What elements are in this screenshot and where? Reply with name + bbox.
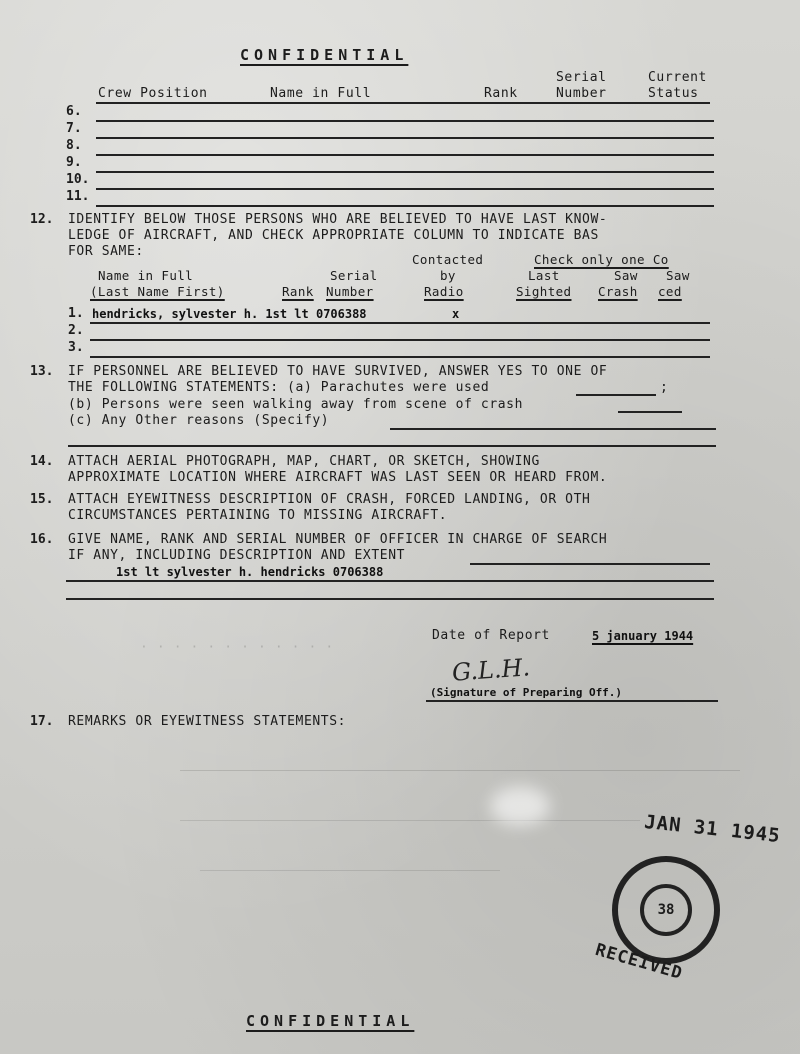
col-contacted: Contacted [412,252,484,267]
person-row-entry: hendricks, sylvester h. 1st lt 0706388 [92,307,367,321]
signature-line [426,700,718,702]
item-13-text-line2: THE FOLLOWING STATEMENTS: (a) Parachutes were used [68,380,490,395]
date-of-report-label: Date of Report [432,628,550,643]
bleed-through-line [180,820,640,821]
item-12-text-line2: LEDGE OF AIRCRAFT, AND CHECK APPROPRIATE COLUMN TO INDICATE BAS [68,228,599,243]
radio-check-mark: x [452,307,460,321]
item-12-number: 12. [30,212,54,227]
col-radio: Radio [424,284,464,299]
col-rank-2: Rank [282,284,314,299]
item-15-text-line2: CIRCUMSTANCES PERTAINING TO MISSING AIRCRAFT. [68,508,448,523]
crew-row-number: 10. [66,172,90,187]
person-row-number: 1. [68,306,84,321]
date-of-report-value: 5 january 1944 [592,629,694,643]
parachutes-answer-line [576,394,656,396]
item-16-rule [66,580,714,582]
crew-row-number: 7. [66,121,82,136]
item-17-label: REMARKS OR EYEWITNESS STATEMENTS: [68,714,347,729]
col-status: Status [648,86,699,101]
bleed-through-line [180,770,740,771]
item-16-text-line2: IF ANY, INCLUDING DESCRIPTION AND EXTENT [68,548,406,563]
person-row-line [90,339,710,341]
item-16-text-line1: GIVE NAME, RANK AND SERIAL NUMBER OF OFFICER IN CHARGE OF SEARCH [68,532,608,547]
col-last: Last [528,268,560,283]
search-officer-entry: 1st lt sylvester h. hendricks 0706388 [116,565,384,579]
item-14-text-line1: ATTACH AERIAL PHOTOGRAPH, MAP, CHART, OR SKETCH, SHOWING [68,454,540,469]
col-number: Number [556,86,607,101]
col-last-name-first: (Last Name First) [90,284,225,299]
bleed-through-text: · · · · · · · · · · · · [140,640,334,655]
signature-caption: (Signature of Preparing Off.) [430,686,623,699]
item-13-number: 13. [30,364,54,379]
paper-blemish [490,786,550,826]
item-14-text-line2: APPROXIMATE LOCATION WHERE AIRCRAFT WAS LAST SEEN OR HEARD FROM. [68,470,608,485]
col-number-2: Number [326,284,374,299]
col-current: Current [648,70,707,85]
col-name-in-full-2: Name in Full [98,268,194,283]
crew-row-line [96,120,714,122]
received-date-stamp: JAN 31 1945 [643,810,782,848]
person-row-line [90,322,710,324]
col-ced: ced [658,284,682,299]
semicolon: ; [660,380,669,395]
item-16-number: 16. [30,532,54,547]
crew-row-number: 11. [66,189,90,204]
col-rank: Rank [484,86,518,101]
col-saw: Saw [614,268,638,283]
item-12-text-line3: FOR SAME: [68,244,144,259]
header-title: CONFIDENTIAL [240,46,409,64]
footer-title: CONFIDENTIAL [246,1012,415,1030]
seal-center: 38 [640,884,692,936]
crew-row-number: 6. [66,104,82,119]
officer-signature: G.L.H. [451,653,531,687]
item-13-text-line4: (c) Any Other reasons (Specify) [68,413,330,428]
crew-row-line [96,137,714,139]
item-13-text-line1: IF PERSONNEL ARE BELIEVED TO HAVE SURVIVED, ANSWER YES TO ONE OF [68,364,608,379]
person-row-line [90,356,710,358]
person-row-number: 3. [68,340,84,355]
crew-row-line [96,171,714,173]
item-15-number: 15. [30,492,54,507]
item-17-number: 17. [30,714,54,729]
item-16-extent-line [470,563,710,565]
crew-row-line [96,205,714,207]
item-12-text-line1: IDENTIFY BELOW THOSE PERSONS WHO ARE BELIEVED TO HAVE LAST KNOW- [68,212,608,227]
item-14-number: 14. [30,454,54,469]
col-check-only-one: Check only one Co [534,252,669,267]
col-serial: Serial [556,70,607,85]
header-rule [96,102,710,104]
col-crash: Crash [598,284,638,299]
crew-row-number: 9. [66,155,82,170]
col-name-in-full: Name in Full [270,86,372,101]
received-stamp-text: RECEIVED [592,939,685,985]
bleed-through-line [200,870,500,871]
item-16-rule [66,598,714,600]
other-reasons-line [390,428,716,430]
col-sighted: Sighted [516,284,572,299]
item-13-text-line3: (b) Persons were seen walking away from scene of crash [68,397,524,412]
item-15-text-line1: ATTACH EYEWITNESS DESCRIPTION OF CRASH, FORCED LANDING, OR OTH [68,492,591,507]
col-crew-position: Crew Position [98,86,208,101]
walking-answer-line [618,411,682,413]
person-row-number: 2. [68,323,84,338]
col-saw-2: Saw [666,268,690,283]
crew-row-line [96,188,714,190]
crew-row-line [96,154,714,156]
item-13-rule [68,445,716,447]
crew-row-number: 8. [66,138,82,153]
col-serial-2: Serial [330,268,378,283]
col-by: by [440,268,456,283]
